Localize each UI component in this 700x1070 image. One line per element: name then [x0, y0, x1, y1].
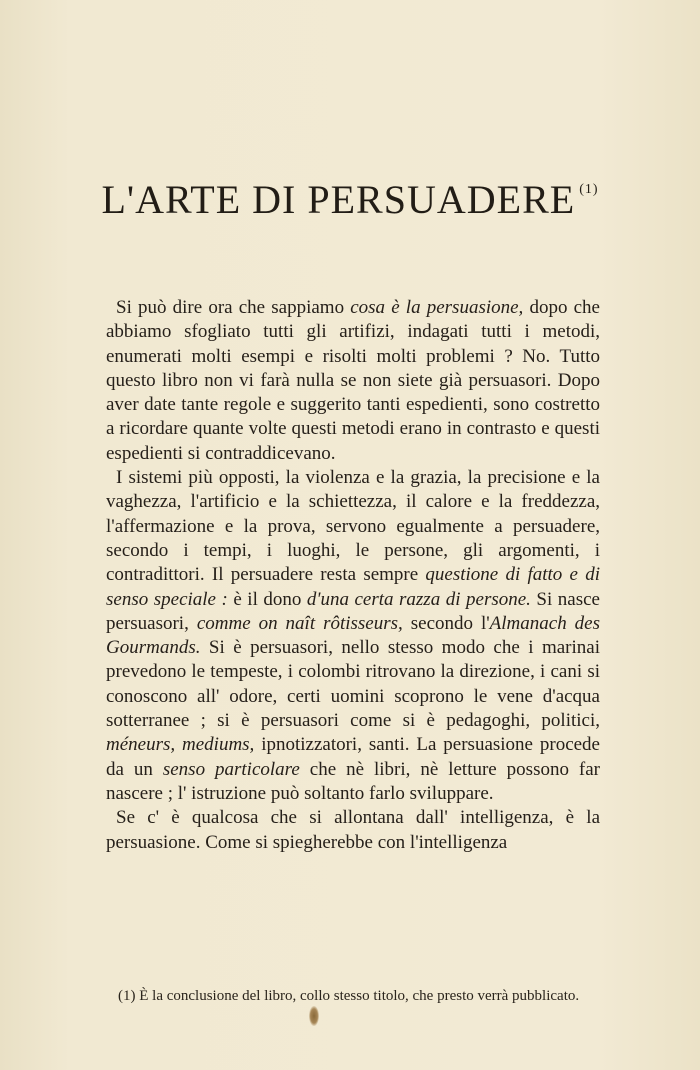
- italic-phrase: méneurs, mediums,: [106, 734, 255, 756]
- paragraph-1: [106, 296, 600, 466]
- text-run: I sistemi più opposti, la violenza e la grazia, la precisione e la vaghezza, l'artificio e la schiettezza, il calore e la freddezza, l'affermazione e la prova, servono egualmente a persuadere, secondo i tempi, i luoghi, le persone, gli argomenti, i contradittori. Il persuadere resta sempre: [106, 467, 600, 586]
- italic-phrase: cosa è la persuasione,: [350, 297, 524, 318]
- text-run: secondo l': [402, 612, 490, 634]
- text-run: è il dono: [227, 588, 307, 610]
- footnote: [106, 985, 600, 1007]
- text-run: Si nasce persuasori,: [106, 588, 600, 634]
- chapter-title: [0, 176, 700, 223]
- text-run: che nè libri, nè letture possono far nascere ; l' istruzione può soltanto farlo sviluppare.: [106, 758, 601, 804]
- title-footnote-marker: (1): [579, 182, 599, 197]
- italic-phrase: comme on naît rôtisseurs,: [196, 612, 403, 634]
- text-run: Si è persuasori, nello stesso modo che i marinai prevedono le tempeste, i colombi ritrovano la direzione, i cani si conoscono all' odore, certi uomini scoprono le vene d'acqua sotterranee ; si è persuasori come si è pedagoghi, politici,: [106, 637, 600, 732]
- italic-phrase: Almanach des Gourmands.: [106, 612, 601, 659]
- italic-phrase: d'una certa razza di persone.: [306, 588, 531, 610]
- text-run: Si può dire ora che sappiamo: [116, 297, 351, 318]
- italic-phrase: senso particolare: [162, 758, 300, 780]
- ink-stain: [309, 1006, 319, 1026]
- text-run: Se c' è qualcosa che si allontana dall' intelligenza, è la persuasione. Come si spiegherebbe con l'intelligenza: [106, 807, 600, 853]
- italic-phrase: questione di fatto e di senso speciale :: [106, 564, 600, 610]
- text-run: ipnotizzatori, santi. La persuasione procede da un: [106, 734, 600, 780]
- text-run: dopo che abbiamo sfogliato tutti gli artifizi, indagati tutti i metodi, enumerati molti esempi e risolti molti problemi ? No. Tutto questo libro non vi farà nulla se non siete già persuasori. Dopo aver date tante regole e suggerito tanti espedienti, sono costretto a ricordare quante volte questi metodi erano in contrasto e questi espedienti si contraddicevano.: [106, 297, 600, 464]
- paragraph-2: [106, 466, 600, 806]
- footnote-text: (1) È la conclusione del libro, collo stesso titolo, che presto verrà pubblicato.: [118, 988, 580, 1004]
- chapter-title-text: L'ARTE DI PERSUADERE: [101, 177, 576, 222]
- body-text: [106, 296, 600, 855]
- paragraph-3: [106, 806, 600, 855]
